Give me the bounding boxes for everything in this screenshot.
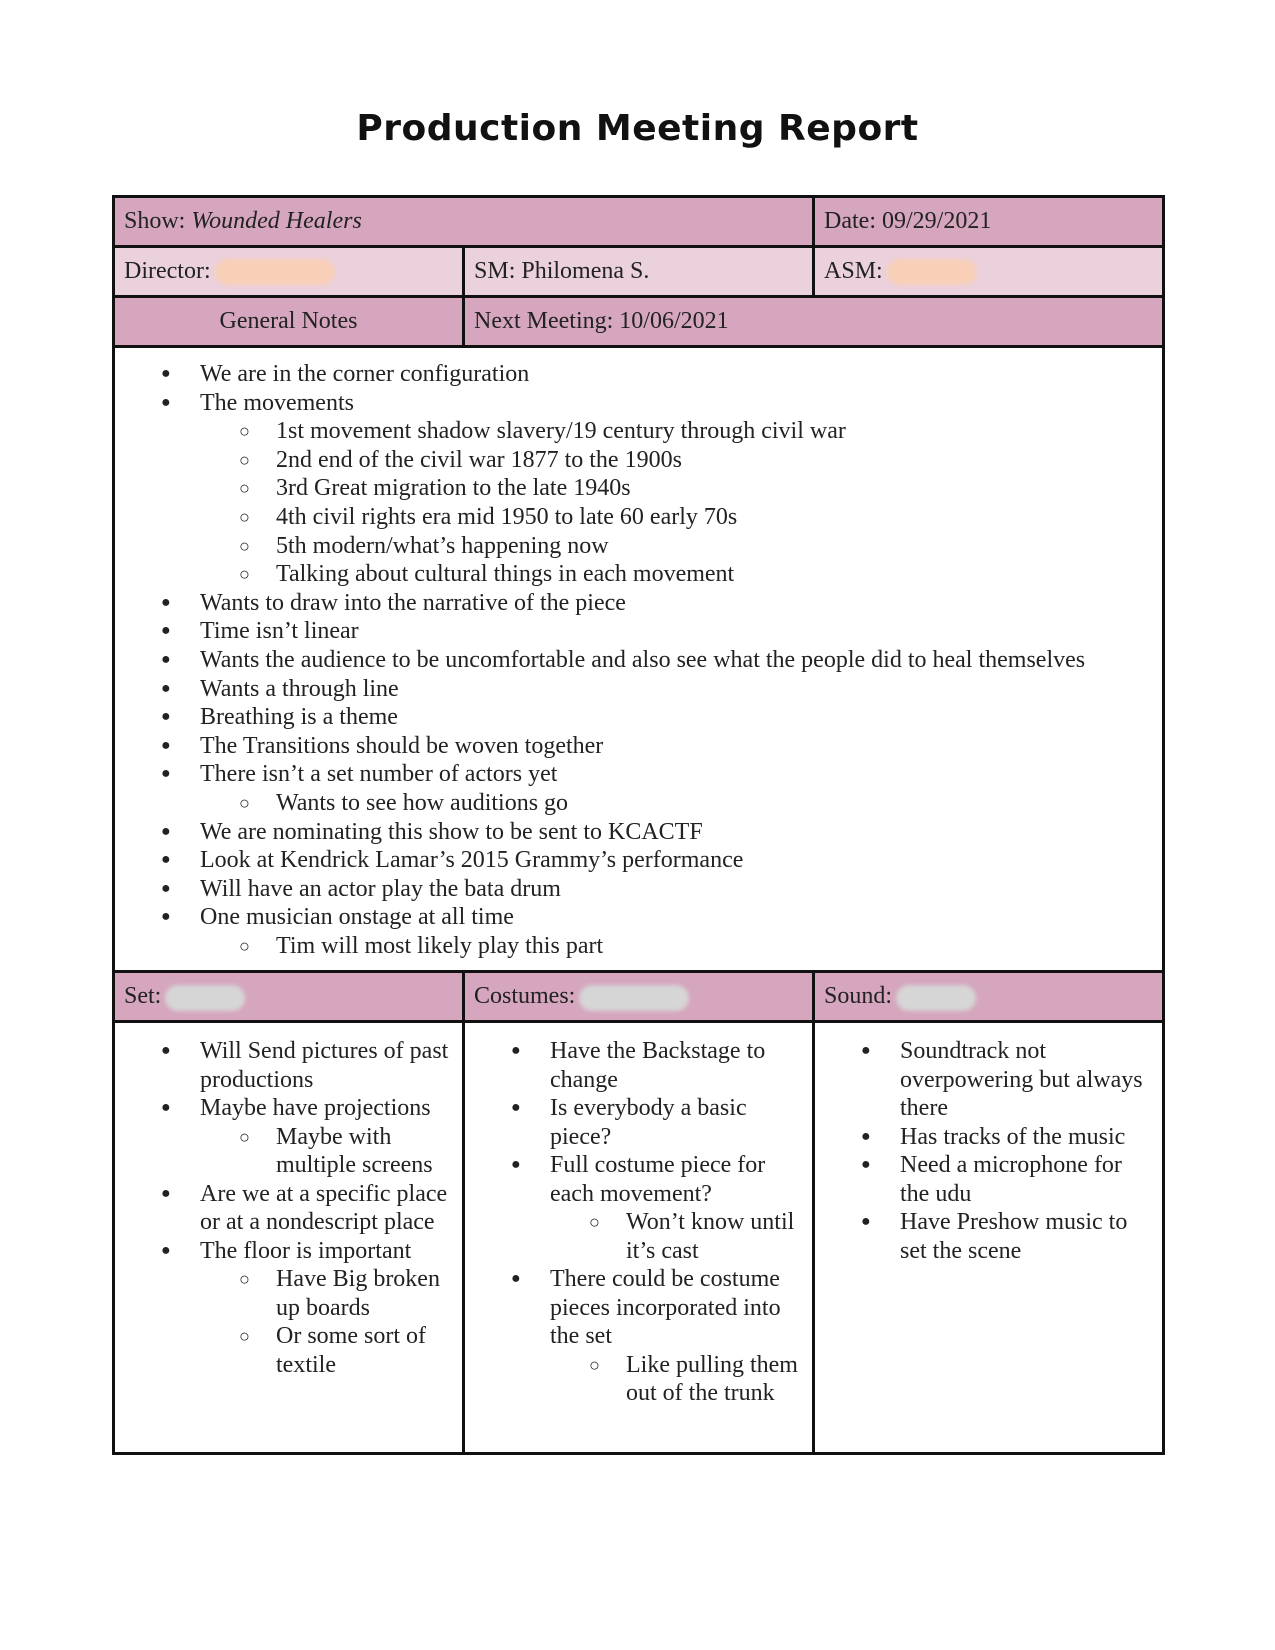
- list-item-text: We are nominating this show to be sent to KCACTF: [200, 818, 703, 845]
- sub-list: [550, 1208, 803, 1265]
- list-item: [124, 1094, 453, 1180]
- list-item: [824, 1037, 1153, 1123]
- asm-label: ASM:: [824, 257, 883, 284]
- sub-list-item: ○ Have Big broken up boards: [200, 1265, 453, 1322]
- list-item: [124, 675, 1153, 704]
- sub-list-item: ○ Maybe with multiple screens: [200, 1123, 453, 1180]
- list-item-text: Wants the audience to be uncomfortable and also see what the people did to heal themselves: [200, 646, 1086, 673]
- list-item: [824, 1208, 1153, 1265]
- list-item-text: Wants a through line: [200, 675, 399, 702]
- list-item-text: We are in the corner configuration: [200, 361, 530, 387]
- costumes-label: Costumes:: [474, 983, 576, 1010]
- page-title: Production Meeting Report: [356, 108, 919, 149]
- list-item: [474, 1094, 803, 1151]
- date-cell: [814, 197, 1164, 247]
- list-item-text: There isn’t a set number of actors yet: [200, 761, 558, 788]
- show-title: Wounded Healers: [191, 208, 362, 234]
- list-item: [124, 732, 1153, 761]
- list-item: [124, 389, 1153, 589]
- report-table: [112, 195, 1165, 1455]
- list-item: [124, 646, 1153, 675]
- list-item: [474, 1037, 803, 1094]
- list-item: [124, 875, 1153, 904]
- director-label: Director:: [124, 257, 211, 284]
- list-item-text: Need a microphone for the udu: [900, 1152, 1122, 1207]
- sub-list-item: ○ 2nd end of the civil war 1877 to the 1900s: [200, 446, 1153, 475]
- list-item-text: Full costume piece for each movement?: [550, 1152, 766, 1207]
- general-notes-heading-cell: [114, 297, 464, 347]
- sub-list: [550, 1351, 803, 1408]
- sound-notes-list: [824, 1037, 1153, 1265]
- list-item: [474, 1151, 803, 1265]
- list-item-text: Wants to draw into the narrative of the piece: [200, 589, 626, 616]
- list-item-text: The floor is important: [200, 1237, 412, 1264]
- director-cell: [114, 247, 464, 297]
- meeting-date: Date: 09/29/2021: [824, 208, 992, 234]
- sound-label: Sound:: [824, 983, 893, 1010]
- set-heading-cell: [114, 972, 464, 1022]
- next-meeting: Next Meeting: 10/06/2021: [474, 308, 729, 334]
- redacted-name: [579, 985, 689, 1011]
- list-item-text: Is everybody a basic piece?: [550, 1095, 747, 1150]
- list-item-text: Breathing is a theme: [200, 704, 398, 731]
- list-item-text: Has tracks of the music: [900, 1123, 1126, 1150]
- list-item: [124, 360, 1153, 389]
- next-meeting-cell: [464, 297, 1164, 347]
- show-cell: [114, 197, 814, 247]
- sub-list-item: ○ Wants to see how auditions go: [200, 789, 1153, 818]
- redacted-name: [887, 259, 977, 285]
- list-item-text: One musician onstage at all time: [200, 904, 514, 931]
- general-notes-cell: [114, 347, 1164, 972]
- list-item: [124, 760, 1153, 817]
- list-item: [124, 1180, 453, 1237]
- stage-manager: SM: Philomena S.: [474, 258, 650, 284]
- set-label: Set:: [124, 983, 162, 1010]
- list-item-text: The movements: [200, 389, 354, 416]
- list-item-text: Maybe have projections: [200, 1095, 431, 1122]
- list-item: [124, 1037, 453, 1094]
- asm-cell: [814, 247, 1164, 297]
- sub-list-item: ○ Talking about cultural things in each movement: [200, 560, 1153, 589]
- redacted-name: [215, 259, 335, 285]
- sound-heading-cell: [814, 972, 1164, 1022]
- list-item: [124, 846, 1153, 875]
- sub-list-item: ○ Like pulling them out of the trunk: [550, 1351, 803, 1408]
- costume-notes-cell: [464, 1022, 814, 1454]
- sub-list: [200, 1265, 453, 1379]
- list-item-text: Have Preshow music to set the scene: [900, 1209, 1128, 1264]
- sub-list-item: ○ 4th civil rights era mid 1950 to late 60 early 70s: [200, 503, 1153, 532]
- sm-cell: [464, 247, 814, 297]
- sub-list-item: ○ Or some sort of textile: [200, 1322, 453, 1379]
- list-item: [124, 818, 1153, 847]
- list-item: [124, 1237, 453, 1380]
- list-item-text: There could be costume pieces incorporated into the set: [550, 1266, 781, 1350]
- list-item: [124, 703, 1153, 732]
- show-label: Show:: [124, 208, 186, 234]
- sub-list: [200, 932, 1153, 961]
- sub-list-item: ○ Won’t know until it’s cast: [550, 1208, 803, 1265]
- sub-list-item: ○ Tim will most likely play this part: [200, 932, 1153, 961]
- costume-notes-list: [474, 1037, 803, 1408]
- sub-list: [200, 789, 1153, 818]
- redacted-name: [896, 985, 976, 1011]
- list-item: [824, 1123, 1153, 1152]
- list-item: [124, 589, 1153, 618]
- sub-list: [200, 1123, 453, 1180]
- list-item-text: The Transitions should be woven together: [200, 732, 604, 759]
- list-item-text: Soundtrack not overpowering but always there: [900, 1038, 1143, 1122]
- sub-list-item: ○ 3rd Great migration to the late 1940s: [200, 474, 1153, 503]
- list-item: [124, 617, 1153, 646]
- list-item-text: Have the Backstage to change: [550, 1038, 766, 1093]
- sub-list: [200, 417, 1153, 589]
- general-notes-list: [124, 360, 1153, 960]
- sub-list-item: ○ 5th modern/what’s happening now: [200, 532, 1153, 561]
- list-item-text: Look at Kendrick Lamar’s 2015 Grammy’s performance: [200, 847, 744, 874]
- list-item-text: Time isn’t linear: [200, 618, 359, 645]
- sub-list-item: ○ 1st movement shadow slavery/19 century through civil war: [200, 417, 1153, 446]
- general-notes-heading: General Notes: [219, 308, 358, 334]
- sound-notes-cell: [814, 1022, 1164, 1454]
- costumes-heading-cell: [464, 972, 814, 1022]
- list-item-text: Will have an actor play the bata drum: [200, 875, 561, 902]
- list-item-text: Will Send pictures of past productions: [200, 1038, 449, 1093]
- list-item: [824, 1151, 1153, 1208]
- set-notes-cell: [114, 1022, 464, 1454]
- redacted-name: [165, 985, 245, 1011]
- list-item: [124, 903, 1153, 960]
- list-item-text: Are we at a specific place or at a nondescript place: [200, 1180, 448, 1236]
- list-item: [474, 1265, 803, 1408]
- set-notes-list: [124, 1037, 453, 1379]
